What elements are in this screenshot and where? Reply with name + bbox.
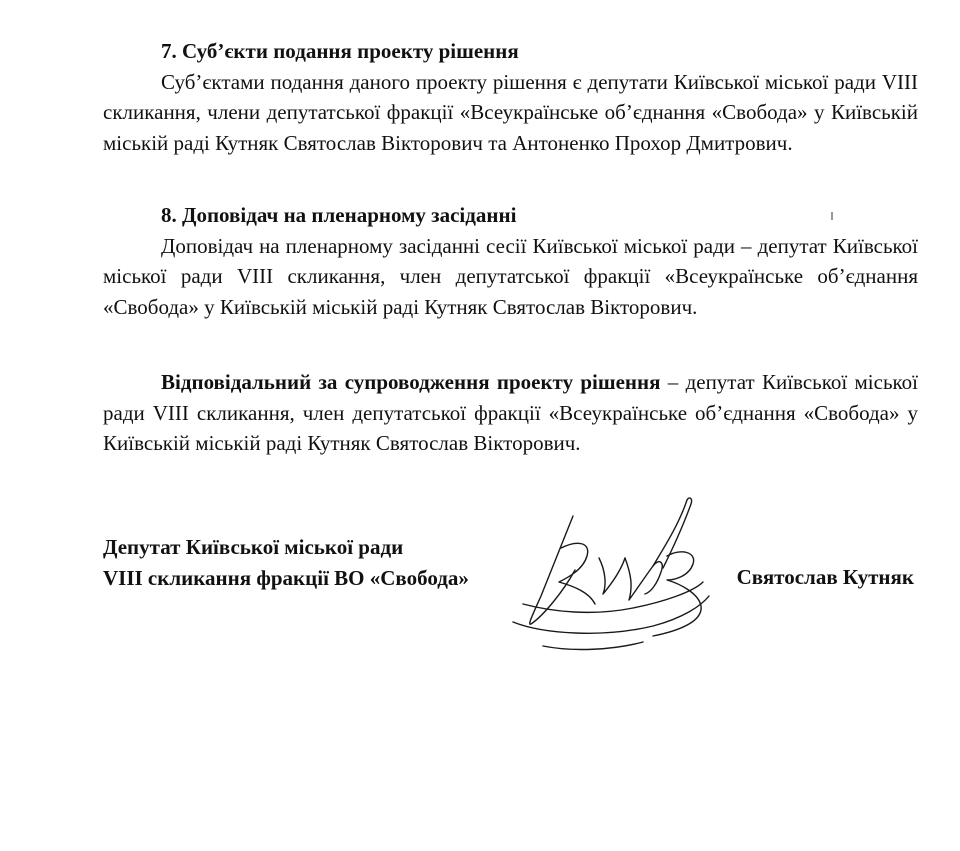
signer-title-line-2: VIII скликання фракції ВО «Свобода» [103,565,469,590]
signature-block [103,532,918,662]
section-speaker-heading: 8. Доповідач на пленарному засіданні [161,203,517,227]
handwritten-signature [503,496,713,656]
section-subjects [103,36,918,158]
section-responsible [103,367,918,459]
section-speaker [103,200,918,322]
section-subjects-text: Суб’єктами подання даного проекту рішення є депутати Київської міської ради VIII скликання, члени депутатської фракції «Всеукраїнське об’єднання «Свобода» у Київській міській раді Кутняк Святослав Вікторович та Антоненко Прохор Дмитрович. [103,69,918,155]
section-responsible-text [103,367,918,459]
section-subjects-heading: 7. Суб’єкти подання проекту рішення [161,39,519,63]
signer-name: Святослав Кутняк [736,565,914,589]
section-speaker-text: Доповідач на пленарному засіданні сесії Київської міської ради – депутат Київської міської ради VIII скликання, член депутатської фракції «Всеукраїнське об’єднання «Свобода» у Київській міській раді Кутняк Святослав Вікторович. [103,233,918,319]
responsible-details: – депутат Київської міської ради VIII скликання, член депутатської фракції «Всеукраїнське об’єднання «Свобода» у Київській міській раді Кутняк Святослав Вікторович. [103,370,918,455]
responsible-label: Відповідальний за супроводження проекту рішення [161,370,661,394]
signer-title-line-1: Депутат Київської міської ради [103,535,404,559]
